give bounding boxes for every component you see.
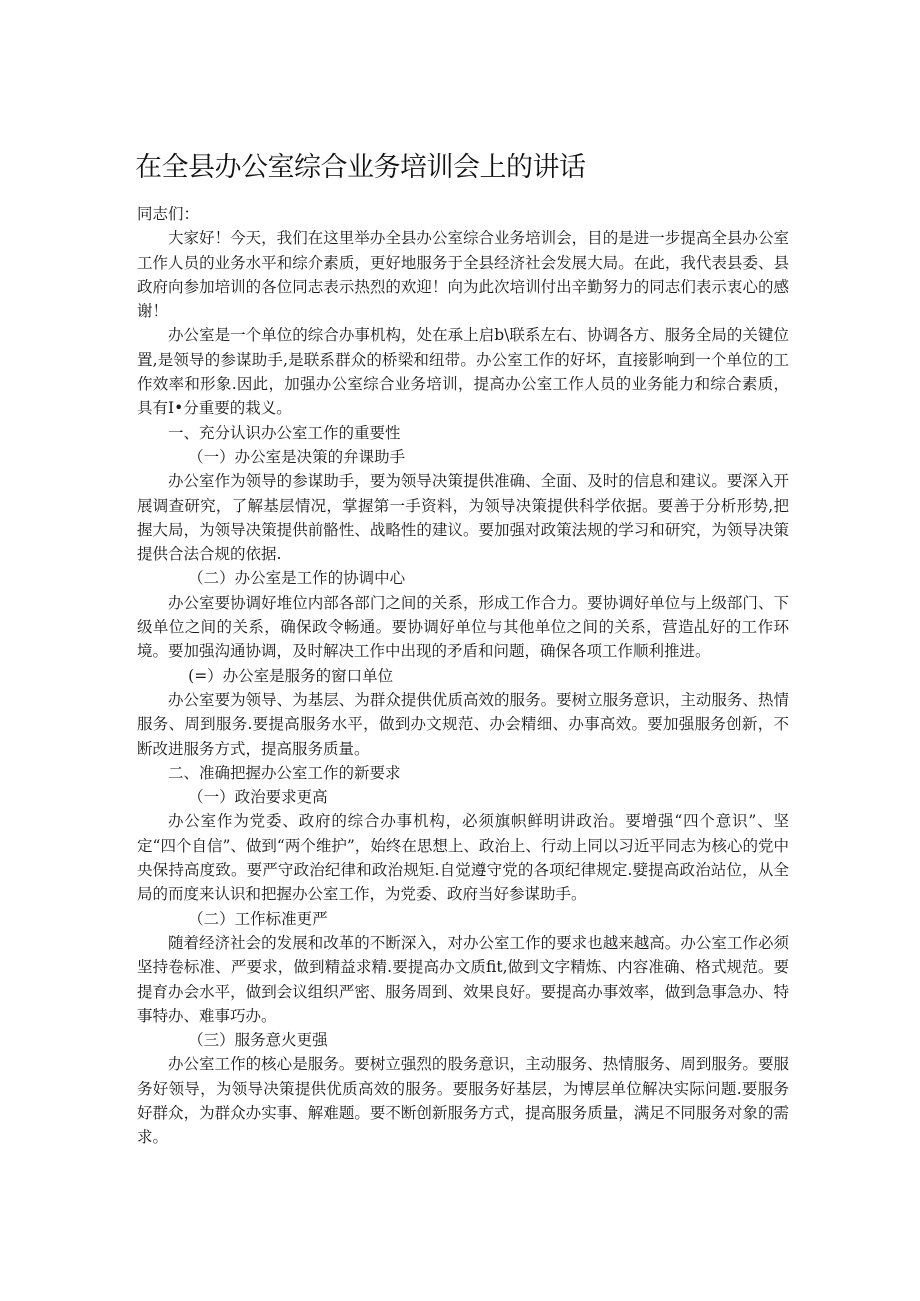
section-2-subheading-3: （三）服务意火更强	[188, 1031, 328, 1050]
section-2-paragraph-3: 办公室工作的核心是服务。要树立强烈的股务意识，主动服务、热情服务、周到服务。要服务好领导，为领导决策提供优质高效的服务。要服务好基层，为博层单位解决实际问题.要服务好群众，为群众办实事、解难题。要不断创新服务方式，提高服务质量，满足不同服务对象的需求。	[137, 1055, 789, 1147]
intro-paragraph-2: 办公室是一个单位的综合办事机构，处在承上启b\联系左右、协调各方、服务全局的关键位置,是领导的参谋助手,是联系群众的桥梁和纽带。办公室工作的好坏，直接影响到一个单位的工作效率和形象.因此，加强办公室综合业务培训，提高办公室工作人员的业务能力和综合素质，具有I•分重要的栽义。	[137, 326, 789, 418]
intro-paragraph-1: 大家好！今天，我们在这里举办全县办公室综合业务培训会，目的是进一步提高全县办公室工作人员的业务水平和综介素质，更好地服务于全县经济社会发展大局。在此，我代表县委、县政府向参加培训的各位同志表示热烈的欢迎！向为此次培训付出辛勤努力的同志们表示衷心的感谢！	[137, 229, 789, 321]
section-1-heading: 一、充分认识办公室工作的重要性	[168, 423, 401, 442]
salutation: 同志们：	[137, 205, 200, 223]
section-2-paragraph-1: 办公室作为党委、政府的综合办事机构，必须旗帜鲜明讲政治。要增强“四个意识”、坚定“四个自信”、做到“两个维护”，始终在思想上、政治上、行动上同以习近平同志为核心的党中央保持高度致。要严守政治纪律和政治规矩.自觉遵守党的各项纪律规定.嬖提高政治站位，从全局的而度来认识和把握办公室工作，为党委、政府当好参谋助手。	[137, 812, 789, 904]
section-2-paragraph-2: 随着经济社会的发展和改革的不断深入，对办公室工作的要求也越来越高。办公室工作必须坚持卷标准、严要求，做到精益求精.要提高办文质fit,做到文字精炼、内容准确、格式规范。要提育办会水平，做到会议组织严密、服务周到、效果良好。要提高办事效率，做到急事急办、特事特办、难事巧办。	[137, 933, 789, 1025]
section-2-subheading-2: （二）工作标准更严	[188, 909, 328, 928]
section-1-subheading-2: （二）办公室是工作的协调中心	[188, 569, 406, 588]
document-title: 在全县办公室综合业务培训会上的讲话	[135, 152, 586, 183]
document-body	[137, 202, 789, 1150]
section-1-paragraph-3: 办公室要为领导、为基层、为群众提供优质高效的服务。要树立服务意识，主动服务、热情服务、周到服务.要提高服务水平，做到办文规范、办会精细、办事高效。要加强服务创新，不断改进服务方式，提高服务质量。	[137, 690, 789, 758]
section-1-subheading-3: (=）办公室是服务的窗口单位	[188, 666, 394, 685]
section-1-paragraph-2: 办公室要协调好堆位内部各部门之间的关系，形成工作合力。要协调好单位与上级部门、下级单位之间的关系，确保政令畅通。要协调好单位与其他单位之间的关系，营造乩好的工作环境。要加强沟通协调，及时解决工作中出现的矛盾和问题，确保各项工作顺利推进。	[137, 593, 789, 661]
section-2-heading: 二、准确把握办公室工作的新要求	[168, 763, 401, 782]
section-1-paragraph-1: 办公室作为领导的参谋助手，要为领导决策提供准确、全面、及时的信息和建议。要深入开展调查研究，了解基层情况，掌握第一手资料，为领导决策提供科学依据。要善于分析形势,把握大局，为领导决策提供前骼性、战略性的建议。要加强对政策法规的学习和研究，为领导决策提供合法合规的依据.	[137, 472, 789, 564]
section-1-subheading-1: （一）办公室是决策的弁课助手	[188, 447, 406, 466]
section-2-subheading-1: （一）政治要求更高	[188, 788, 328, 807]
